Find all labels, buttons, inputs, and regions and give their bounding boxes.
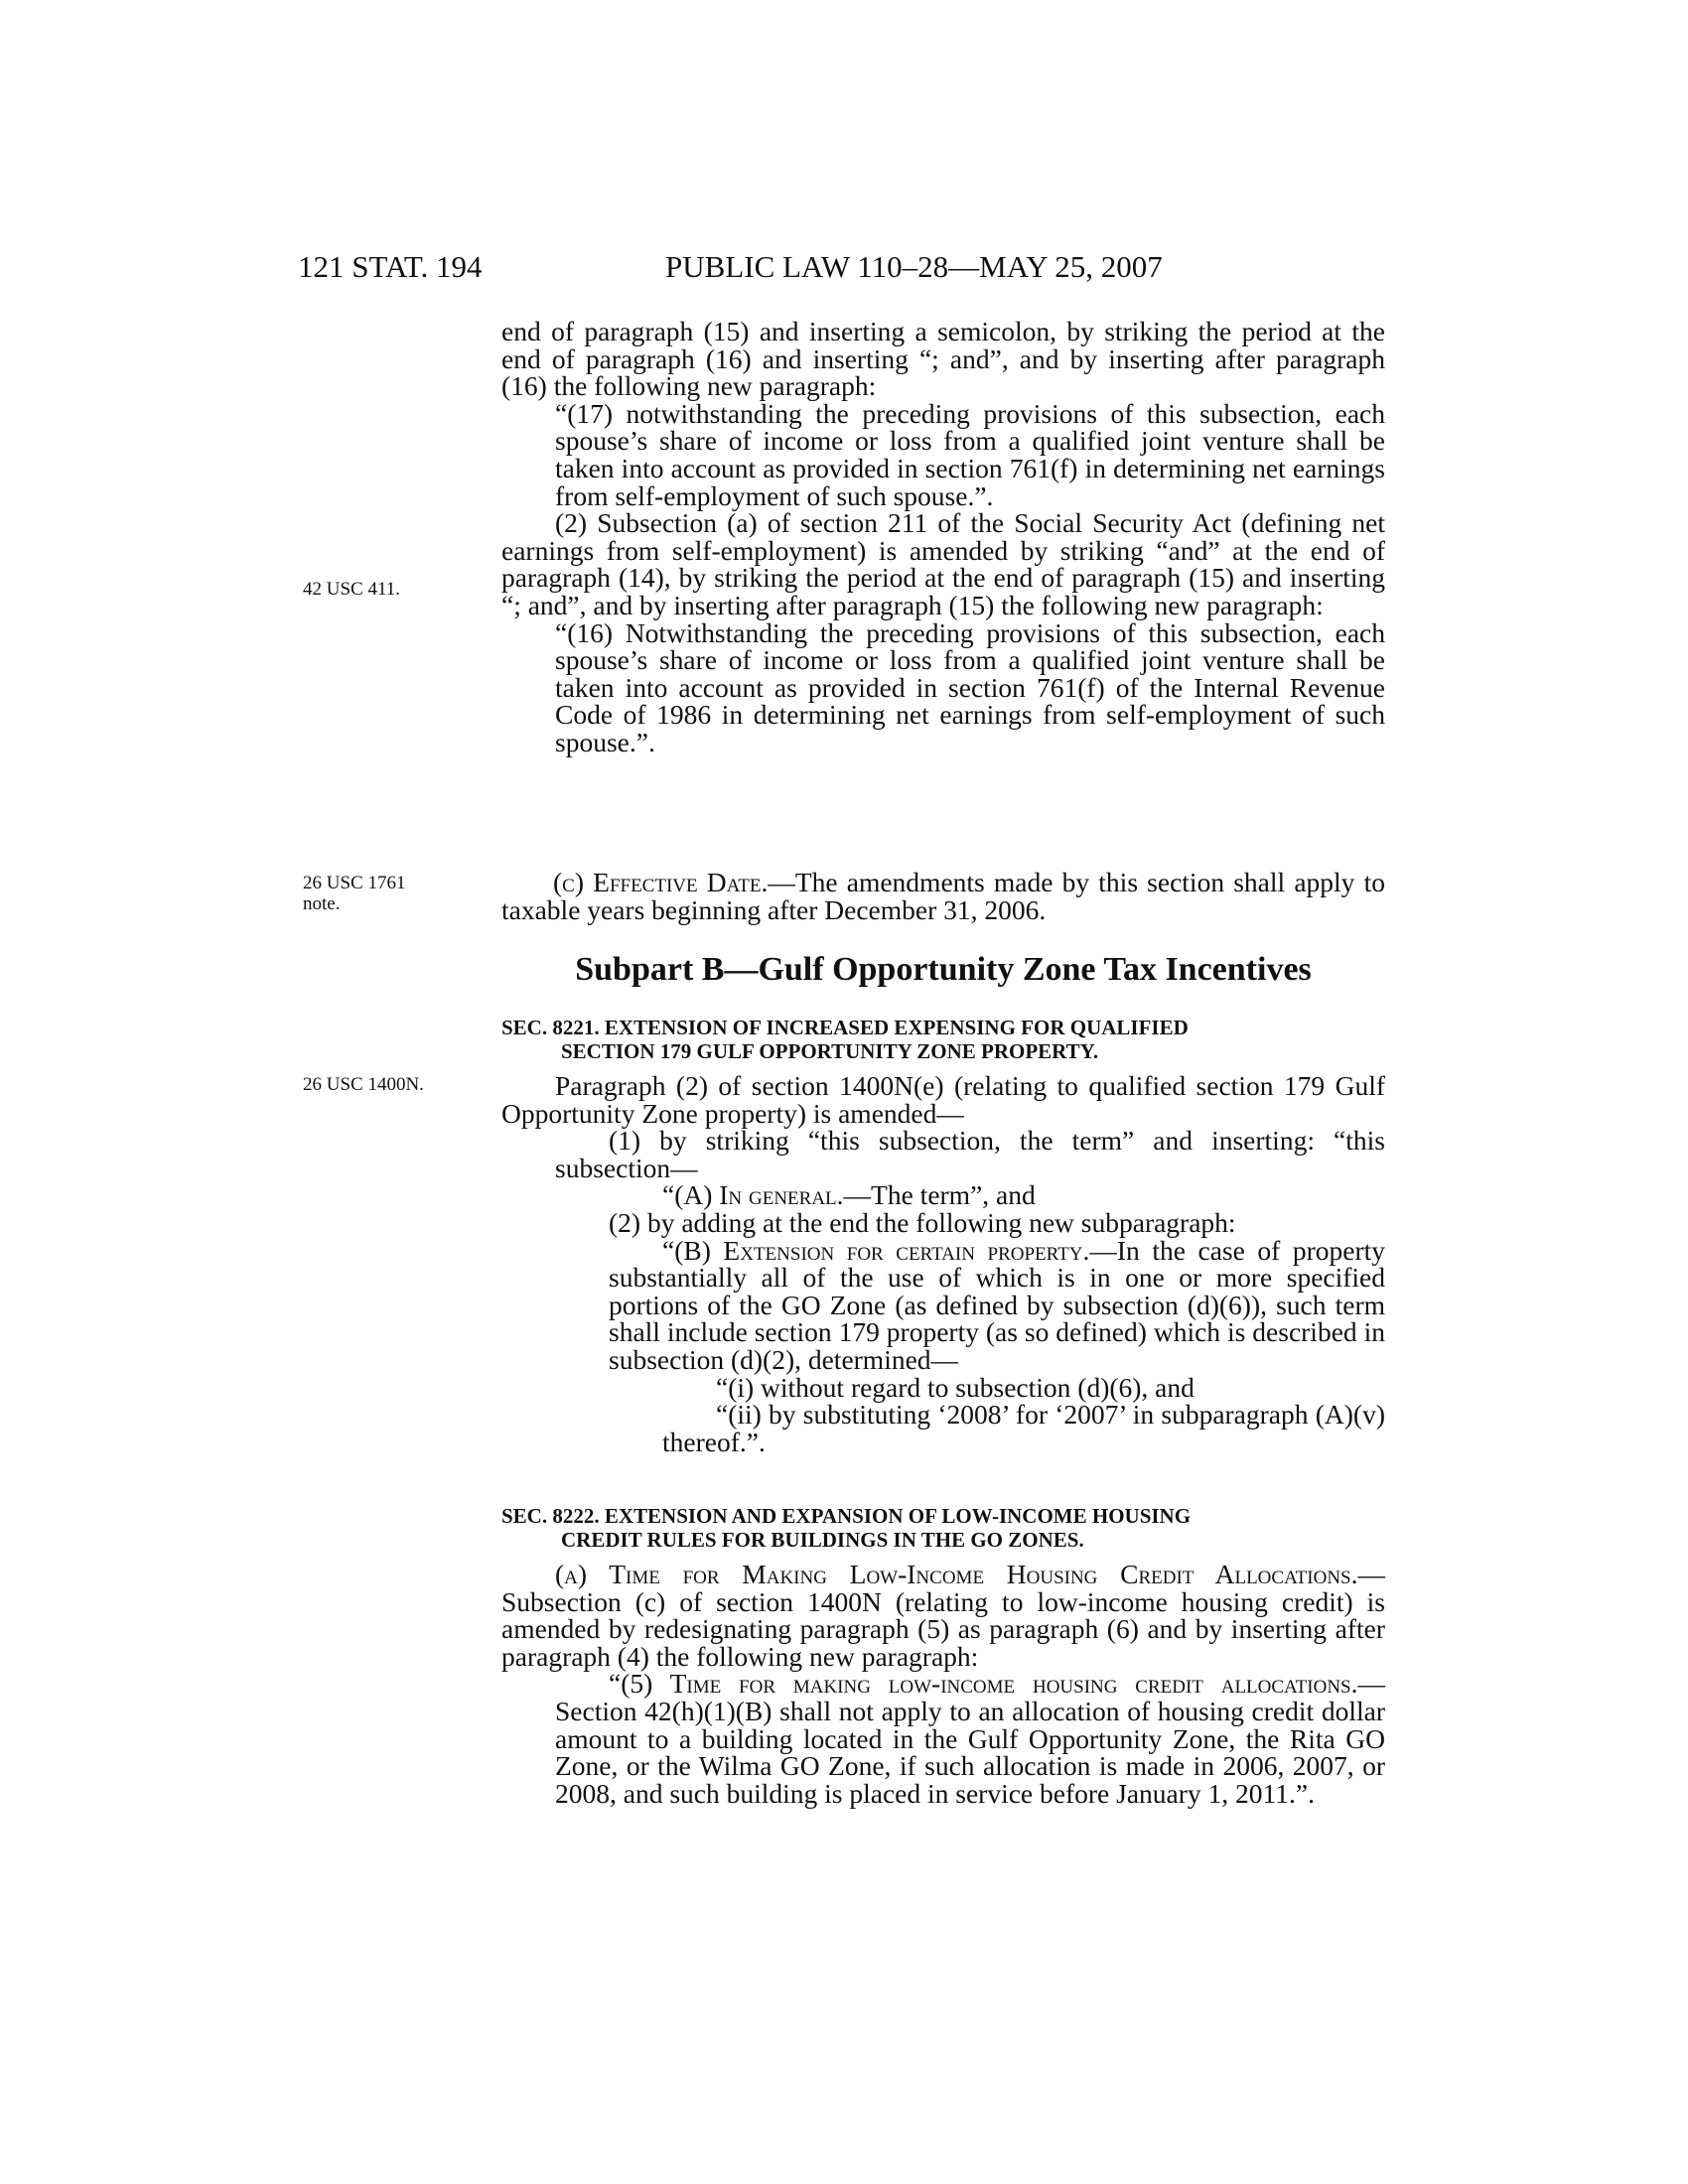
section-heading-line: CREDIT RULES FOR BUILDINGS IN THE GO ZONES. [561,1528,1084,1552]
paragraph: (1) by striking “this subsection, the term” and inserting: “this subsection— [555,1125,1385,1183]
subparagraph-label: “(A) In general. [662,1179,844,1211]
public-law-title: PUBLIC LAW 110–28—MAY 25, 2007 [665,249,1163,284]
section-8222-body [501,1561,1385,1807]
paragraph [501,616,1385,757]
margin-note-26-usc-1761 [303,873,405,914]
statute-page-number: 121 STAT. 194 [298,249,483,284]
subparagraph-label: “(B) Extension for certain property. [662,1234,1090,1266]
paragraph: (2) by adding at the end the following new subparagraph: [609,1206,1236,1238]
margin-note-42-usc-411: 42 USC 411. [303,579,401,600]
paragraph-text: —Section 42(h)(1)(B) shall not apply to an allocation of housing credit dollar amount to a building located in the Gulf Opportunity Zone, the Rita GO Zone, or the Wilma GO Zone, if such allocation is made in 2006, 2007, or 2008, and such building is placed in service before January 1, 2011.”. [555,1668,1385,1809]
section-heading-line: SECTION 179 GULF OPPORTUNITY ZONE PROPERTY. [561,1039,1099,1063]
paragraph [501,1181,1385,1209]
subsection-text: —The amendments made by this section shall apply to taxable years beginning after December 31, 2006. [501,867,1385,925]
paragraph [501,397,1385,511]
section-heading-line: SEC. 8222. EXTENSION AND EXPANSION OF LOW-INCOME HOUSING [501,1504,1192,1528]
effective-date-paragraph [501,869,1385,923]
paragraph [501,1670,1385,1807]
paragraph [450,869,1385,923]
quoted-paragraph-16: “(16) Notwithstanding the preceding provisions of this subsection, each spouse’s share of income or loss from a qualified joint venture shall be taken into account as provided in section 761(f) of the Internal Revenue Code of 1986 in determining net earnings from self-employment of such spouse.”. [555,616,1385,757]
paragraph [501,1561,1385,1670]
margin-note-line: note. [303,893,341,914]
subsection-label: (c) Effective Date. [553,867,769,897]
paragraph: Paragraph (2) of section 1400N(e) (relating to qualified section 179 Gulf Opportunity Zone property) is amended— [501,1070,1385,1129]
quoted-paragraph-17: “(17) notwithstanding the preceding provisions of this subsection, each spouse’s share of income or loss from a qualified joint venture shall be taken into account as provided in section 761(f) in determining net earnings from self-employment of such spouse.”. [555,397,1385,511]
section-8221-body [501,1072,1385,1455]
paragraph: “(ii) by substituting ‘2008’ for ‘2007’ in subparagraph (A)(v) thereof.”. [662,1399,1385,1457]
subpart-heading: Subpart B—Gulf Opportunity Zone Tax Incentives [575,951,1312,988]
paragraph-label: “(5) Time for making low-income housing credit allocations. [609,1668,1358,1700]
paragraph: end of paragraph (15) and inserting a semicolon, by striking the period at the end of paragraph (16) and inserting “; and”, and by inserting after paragraph (16) the following new paragraph: [501,316,1385,402]
subparagraph-text: —The term”, and [843,1179,1036,1211]
section-8221-heading [501,1016,1385,1063]
margin-note-26-usc-1400n: 26 USC 1400N. [303,1074,424,1095]
top-text-block [501,318,1385,756]
running-head [298,249,1390,289]
margin-note-line: 26 USC 1761 [303,873,406,893]
subsection-text: —Subsection (c) of section 1400N (relating to low-income housing credit) is amended by redesignating paragraph (5) as paragraph (6) and by inserting after paragraph (4) the following new paragraph: [501,1559,1385,1672]
subparagraph-text: —In the case of property substantially all of the use of which is in one or more specified portions of the GO Zone (as defined by subsection (d)(6)), such term shall include section 179 property (as so defined) which is described in subsection (d)(2), determined— [609,1234,1385,1375]
paragraph [501,1234,1385,1375]
section-8222-heading [501,1504,1385,1552]
paragraph: “(i) without regard to subsection (d)(6), and [716,1371,1195,1403]
subsection-label: (a) Time for Making Low-Income Housing Credit Allocations. [555,1559,1358,1589]
paragraph: (2) Subsection (a) of section 211 of the Social Security Act (defining net earnings from self-employment) is amended by striking “and” at the end of paragraph (14), by striking the period at the end of paragraph (15) and inserting “; and”, and by inserting after paragraph (15) the following new paragraph: [501,507,1385,620]
section-heading-line: SEC. 8221. EXTENSION OF INCREASED EXPENSING FOR QUALIFIED [501,1016,1189,1039]
